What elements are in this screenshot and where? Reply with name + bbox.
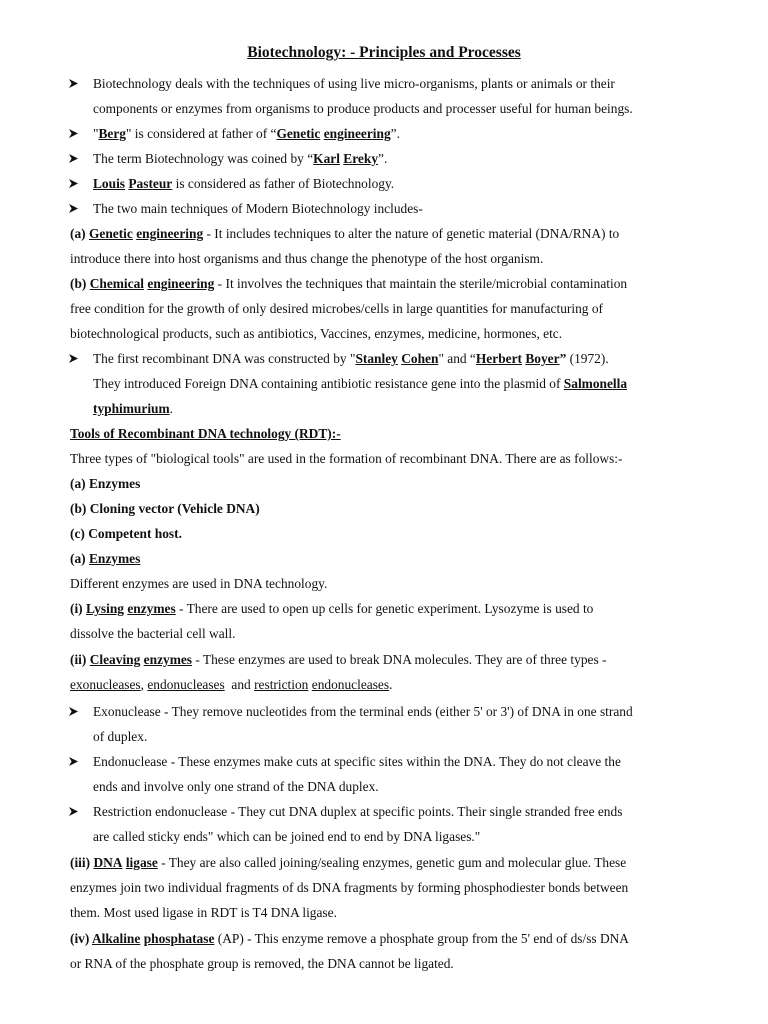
bullet-item-techniques: The two main techniques of Modern Biotechnology includes- xyxy=(70,196,730,221)
paragraph-genetic-engineering: (a) Genetic engineering - It includes techniques to alter the nature of genetic material (DNA/RNA) to xyxy=(70,226,620,241)
section-heading-tools: Tools of Recombinant DNA technology (RDT):- xyxy=(70,426,341,441)
arrow-bullet-icon xyxy=(69,154,78,163)
paragraph-alkaline-phosphatase: (iv) Alkaline phosphatase (AP) - This enzyme remove a phosphate group from the 5' end of ds/ss DNA xyxy=(70,931,629,946)
arrow-bullet-icon xyxy=(69,707,78,716)
text-line: them. Most used ligase in RDT is T4 DNA ligase. xyxy=(70,905,337,920)
subheading-enzymes: (a) Enzymes xyxy=(70,551,141,566)
paragraph-dna-ligase: (iii) DNA ligase - They are also called joining/sealing enzymes, genetic gum and molecular glue. These xyxy=(70,855,627,870)
paragraph-cleaving-enzymes: (ii) Cleaving enzymes - These enzymes are used to break DNA molecules. They are of three types - xyxy=(70,652,607,667)
bullet-item-endonuclease: Endonuclease - These enzymes make cuts at specific sites within the DNA. They do not cleave the xyxy=(70,749,730,774)
text-line: exonucleases, endonucleases and restriction endonucleases. xyxy=(70,677,393,692)
bullet-item-first-rdna: The first recombinant DNA was constructed by "Stanley Cohen" and “Herbert Boyer” (1972). xyxy=(70,346,730,371)
text-line: ends and involve only one strand of the DNA duplex. xyxy=(93,779,379,794)
text-line: Different enzymes are used in DNA technology. xyxy=(70,576,328,591)
arrow-bullet-icon xyxy=(69,807,78,816)
text-line: Three types of "biological tools" are used in the formation of recombinant DNA. There are as follows:- xyxy=(70,451,623,466)
text-line: components or enzymes from organisms to produce products and processer useful for human beings. xyxy=(93,101,633,116)
text-line: biotechnological products, such as antibiotics, Vaccines, enzymes, medicine, hormones, etc. xyxy=(70,326,563,341)
bullet-item-exonuclease: Exonuclease - They remove nucleotides from the terminal ends (either 5' or 3') of DNA in one strand xyxy=(70,699,730,724)
text-line: free condition for the growth of only desired microbes/cells in large quantities for manufacturing of xyxy=(70,301,603,316)
text-line: or RNA of the phosphate group is removed, the DNA cannot be ligated. xyxy=(70,956,454,971)
text-line: of duplex. xyxy=(93,729,148,744)
arrow-bullet-icon xyxy=(69,79,78,88)
text-line: enzymes join two individual fragments of ds DNA fragments by forming phosphodiester bonds between xyxy=(70,880,629,895)
tool-item-enzymes: (a) Enzymes xyxy=(70,476,141,491)
tool-item-cloning-vector: (b) Cloning vector (Vehicle DNA) xyxy=(70,501,260,516)
bullet-item-definition: Biotechnology deals with the techniques of using live micro-organisms, plants or animals or their xyxy=(70,71,730,96)
bullet-item-ereky: The term Biotechnology was coined by “Karl Ereky”. xyxy=(70,146,730,171)
bullet-item-pasteur: Louis Pasteur is considered as father of Biotechnology. xyxy=(70,171,730,196)
text-line: introduce there into host organisms and thus change the phenotype of the host organism. xyxy=(70,251,544,266)
arrow-bullet-icon xyxy=(69,179,78,188)
page-title: Biotechnology: - Principles and Processes xyxy=(247,44,521,61)
text-line: are called sticky ends" which can be joined end to end by DNA ligases." xyxy=(93,829,481,844)
bullet-item-restriction-endonuclease: Restriction endonuclease - They cut DNA duplex at specific points. Their single stranded free ends xyxy=(70,799,730,824)
paragraph-chemical-engineering: (b) Chemical engineering - It involves the techniques that maintain the sterile/microbial contamination xyxy=(70,276,628,291)
arrow-bullet-icon xyxy=(69,354,78,363)
text-line: dissolve the bacterial cell wall. xyxy=(70,626,236,641)
text-line: typhimurium. xyxy=(93,401,173,416)
bullet-item-berg: "Berg" is considered at father of “Genetic engineering”. xyxy=(70,121,730,146)
text-line: They introduced Foreign DNA containing antibiotic resistance gene into the plasmid of Salmonella xyxy=(93,376,628,391)
arrow-bullet-icon xyxy=(69,757,78,766)
tool-item-competent-host: (c) Competent host. xyxy=(70,526,182,541)
arrow-bullet-icon xyxy=(69,204,78,213)
paragraph-lysing-enzymes: (i) Lysing enzymes - There are used to open up cells for genetic experiment. Lysozyme is used to xyxy=(70,601,594,616)
term-berg: Berg xyxy=(98,126,126,141)
arrow-bullet-icon xyxy=(69,129,78,138)
